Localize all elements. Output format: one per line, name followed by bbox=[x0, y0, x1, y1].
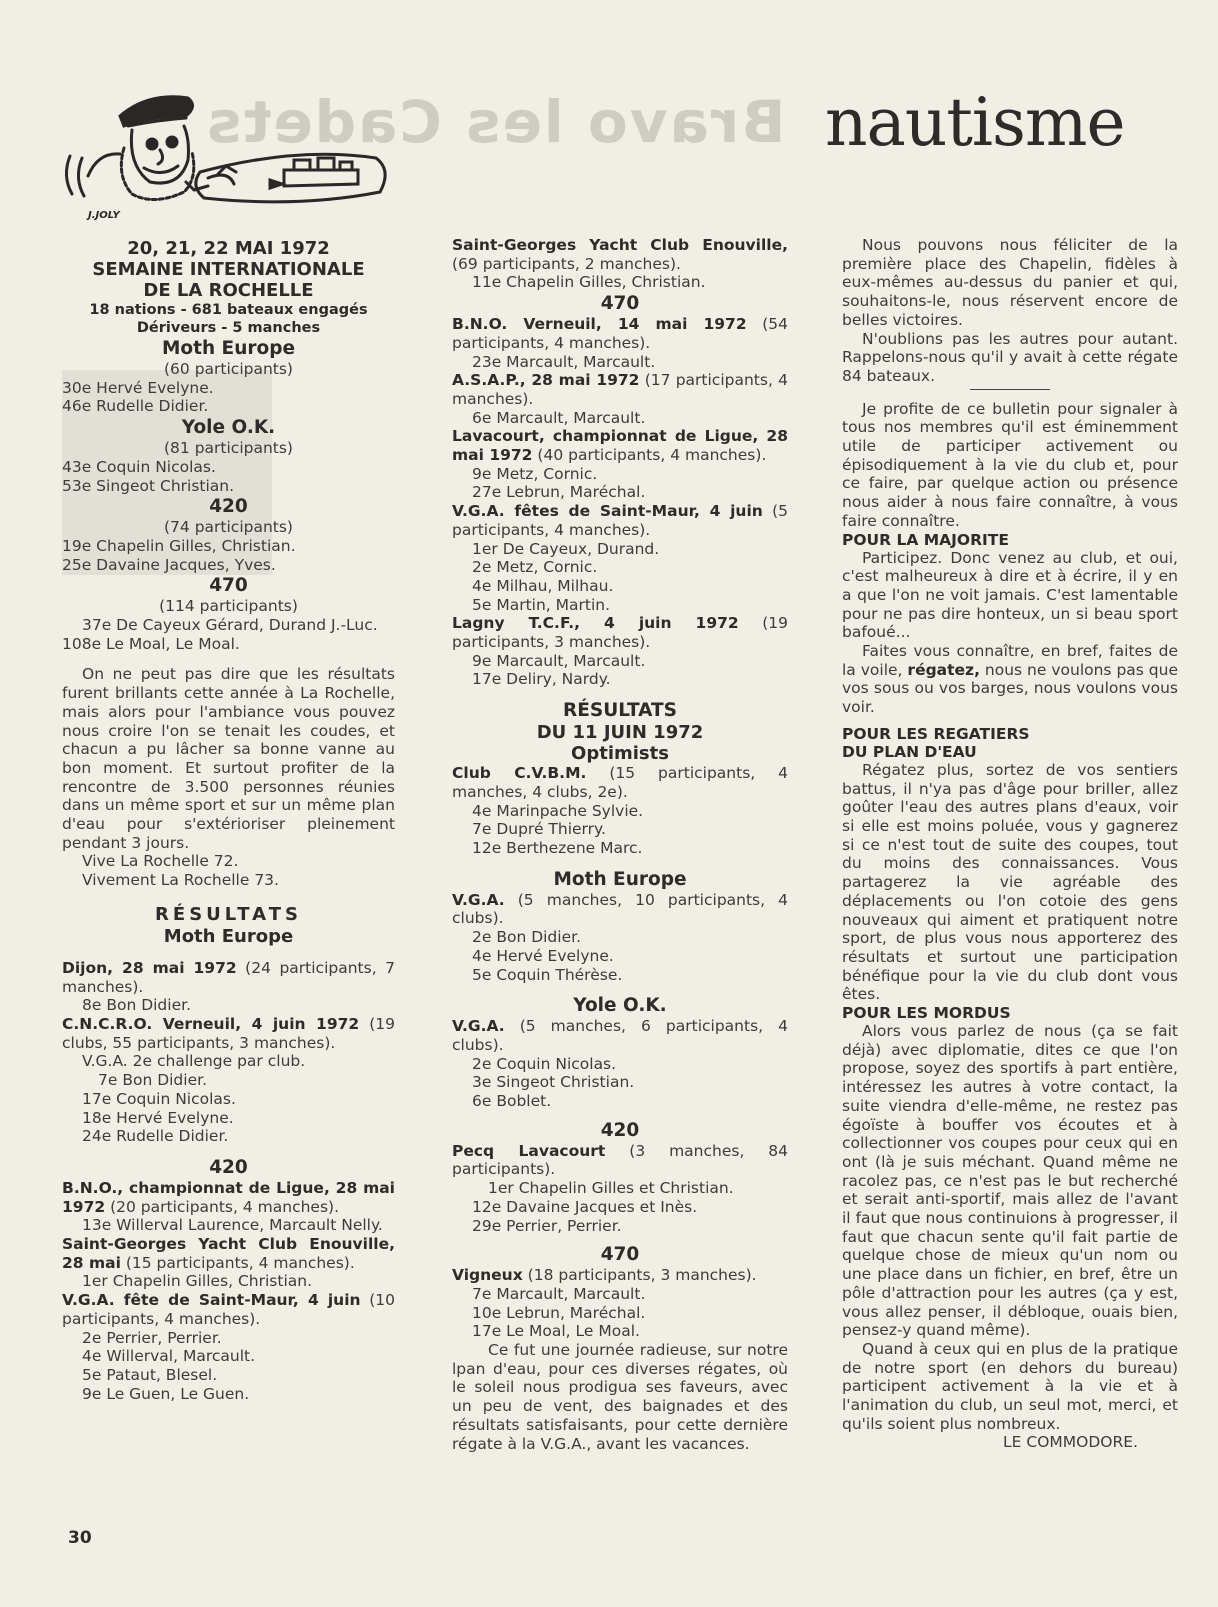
regatta-name: Club C.V.B.M. bbox=[452, 764, 587, 783]
class-heading: 470 bbox=[600, 293, 640, 315]
subheading: DU PLAN D'EAU bbox=[842, 742, 977, 761]
event-date: 20, 21, 22 MAI 1972 bbox=[127, 238, 330, 259]
result-line: 3e Singeot Christian. bbox=[472, 1073, 635, 1092]
class-heading: Moth Europe bbox=[553, 868, 687, 890]
event-stats-2: Dériveurs - 5 manches bbox=[136, 320, 321, 336]
regatta-entry: Saint-Georges Yacht Club Enouville, 28 mai (15 participants, 4 manches). bbox=[62, 1235, 395, 1272]
body-paragraph: N'oublions pas les autres pour autant. Rappelons-nous qu'il y avait à cette régate 84 bateaux. bbox=[842, 329, 1178, 385]
column-1 bbox=[62, 238, 395, 1403]
body-paragraph: Je profite de ce bulletin pour signaler à tous nos membres qu'il est éminemment utile de participer activement ou épisodiquement à la vie du club et, pour ce faire, par quelque action ou présence nous aider à nous faire connaître, à vous faire connaître. bbox=[842, 399, 1178, 530]
result-line: 108e Le Moal, Le Moal. bbox=[62, 634, 240, 653]
class-heading: Yole O.K. bbox=[181, 417, 276, 439]
result-line: 30e Hervé Evelyne. bbox=[62, 378, 214, 397]
body-paragraph: Quand à ceux qui en plus de la pratique de notre sport (en dehors du bureau) participent activement à la vie et à l'animation du club, un seul mot, merci, et qu'ils soient plus nombreux. bbox=[842, 1339, 1178, 1433]
result-line: 13e Willerval Laurence, Marcault Nelly. bbox=[82, 1216, 383, 1235]
separator-rule bbox=[970, 389, 1050, 390]
class-heading: 420 bbox=[209, 496, 248, 518]
body-paragraph: Participez. Donc venez au club, et oui, c'est malheureux à dire et à écrire, il y en a que l'on ne voit jamais. C'est lamentable pour ne pas dire honteux, un si beau sport bafoué... bbox=[842, 548, 1178, 642]
page-number: 30 bbox=[68, 1528, 92, 1548]
result-line: 1er De Cayeux, Durand. bbox=[472, 539, 660, 558]
event-title-1: SEMAINE INTERNATIONALE bbox=[92, 259, 365, 280]
regatta-name: C.N.C.R.O. Verneuil, 4 juin 1972 bbox=[62, 1014, 360, 1033]
class-heading: 470 bbox=[600, 1244, 640, 1266]
result-line: 17e Le Moal, Le Moal. bbox=[472, 1322, 640, 1341]
result-line: 23e Marcault, Marcault. bbox=[472, 352, 656, 371]
result-line: 12e Berthezene Marc. bbox=[472, 838, 643, 857]
result-line: 4e Marinpache Sylvie. bbox=[472, 801, 644, 820]
column-2: Saint-Georges Yacht Club Enouville, (69 participants, 2 manches). 11e Chapelin Gilles, Christian. 470 B.N.O. Verneuil, 14 mai 1972 (54 participants, 4 manches). 23e Marcault, Marcault. A.S.A.P., 28 mai 1972 (17 participants, 4 manches). 6e Marcault, Marcault. Lavacourt, championnat de Ligue, 28 mai 1972 (40 participants, 4 manches). 9e Metz, Cornic. 27e Lebrun, Maréchal. V.G.A. fêtes de Saint-Maur, 4 juin (5 participants, 4 manches). 1er De Cayeux, Durand. 2e Metz, Cornic. 4e Milhau, Milhau. 5e Martin, Martin. Lagny T.C.F., 4 juin 1972 (19 participants, 3 manches). 9e Marcault, Marcault. 17e Deliry, Nardy. RÉSULTATS DU 11 JUIN 1972 Optimists Club C.V.B.M. (15 participants, 4 manches, 4 clubs, 2e). 4e Marinpache Sylvie. 7e Dupré Thierry. 12e Berthezene Marc. Moth Europe V.G.A. (5 manches, 10 participants, 4 clubs). 2e Bon Didier. 4e Hervé Evelyne. 5e Coquin Thérèse. Yole O.K. V.G.A. (5 manches, 6 participants, 4 clubs). 2e Coquin Nicolas. 3e Singeot Christian. 6e Boblet. 420 Pecq Lavacourt (3 manches, 84 participants). 1er Chapelin Gilles et Christian. 12e Davaine Jacques et Inès. 29e Perrier, Perrier. 470 Vigneux (18 participants, 3 manches). 7e Marcault, Marcault. 10e Lebrun, Maréchal. 17e Le Moal, Le Moal. Ce fut une journée radieuse, sur notre lpan d'eau, pour ces diverses régates, où le soleil nous prodigua ses faveurs, avec un peu de vent, des baignades et des résultats satisfaisants, pour cette dernière régate à la V.G.A., avant les vacances. bbox=[452, 236, 788, 1453]
result-line: 9e Le Guen, Le Guen. bbox=[82, 1384, 250, 1403]
result-line: 2e Metz, Cornic. bbox=[472, 558, 598, 577]
regatta-name: V.G.A. fêtes de Saint-Maur, 4 juin bbox=[452, 502, 763, 521]
regatta-name: Pecq Lavacourt bbox=[452, 1141, 606, 1160]
result-line: 43e Coquin Nicolas. bbox=[62, 457, 216, 476]
result-line: 4e Hervé Evelyne. bbox=[472, 946, 614, 965]
regatta-name: Saint-Georges Yacht Club Enouville, bbox=[452, 236, 788, 254]
results-heading: RÉSULTATS bbox=[563, 700, 677, 722]
result-line: 25e Davaine Jacques, Yves. bbox=[62, 555, 276, 574]
regatta-entry: V.G.A. (5 manches, 6 participants, 4 clubs). bbox=[452, 1017, 788, 1054]
event-stats-1: 18 nations - 681 bateaux engagés bbox=[89, 302, 368, 318]
regatta-entry: Vigneux (18 participants, 3 manches). bbox=[452, 1266, 757, 1285]
class-heading: Moth Europe bbox=[163, 925, 294, 947]
event-title-2: DE LA ROCHELLE bbox=[143, 280, 314, 301]
result-line: 9e Metz, Cornic. bbox=[472, 464, 598, 483]
body-paragraph: Alors vous parlez de nous (ça se fait déjà) avec diplomatie, dites ce que l'on propose, soyez des sportifs à part entière, intéressez les autres à votre contact, la suite viendra d'elle-même, ne restez pas égoïste à bouffer vos écoutes et à collectionner vos coupes pour ceux qui en ont (là je suis méchant. Quand même ne racolez pas, ce n'est pas le but recherché et serait anti-sportif, mais allez de l'avant il faut que nous continuions à progresser, il faut que chacun sente qu'il fait partie de quelque chose de mieux qu'un nom ou une place dans un fichier, en bref, être un pôle d'attraction pour les autres (ça y est, vous allez penser, il débloque, ouais bien, pensez-y quand même). bbox=[842, 1022, 1178, 1340]
result-line: 29e Perrier, Perrier. bbox=[472, 1216, 622, 1235]
column-3 bbox=[842, 236, 1178, 1452]
regatta-entry: V.G.A. (5 manches, 10 participants, 4 clubs). bbox=[452, 890, 788, 928]
regatta-name: A.S.A.P., 28 mai 1972 bbox=[452, 371, 640, 390]
class-heading: Yole O.K. bbox=[573, 995, 667, 1017]
results-date: DU 11 JUIN 1972 bbox=[536, 722, 704, 744]
regatta-entry: Lagny T.C.F., 4 juin 1972 (19 participants, 3 manches). bbox=[452, 614, 788, 652]
regatta-name: Dijon, 28 mai 1972 bbox=[62, 958, 237, 977]
result-line: V.G.A. 2e challenge par club. bbox=[82, 1052, 306, 1071]
regatta-entry: Lavacourt, championnat de Ligue, 28 mai 1972 (40 participants, 4 manches). bbox=[452, 427, 788, 465]
result-line: 11e Chapelin Gilles, Christian. bbox=[472, 273, 706, 292]
result-line: 8e Bon Didier. bbox=[82, 996, 191, 1015]
signature: LE COMMODORE. bbox=[1003, 1433, 1138, 1452]
participants: (81 participants) bbox=[164, 439, 293, 458]
body-paragraph: Faites vous connaître, en bref, faites de la voile, régatez, nous ne voulons pas que vos sous ou vos barges, nous voulons vous voir. bbox=[842, 642, 1178, 717]
class-heading: 420 bbox=[600, 1119, 640, 1141]
subheading: POUR LES MORDUS bbox=[842, 1004, 1011, 1023]
result-line: 10e Lebrun, Maréchal. bbox=[472, 1303, 646, 1322]
regatta-entry: B.N.O. Verneuil, 14 mai 1972 (54 participants, 4 manches). bbox=[452, 315, 788, 352]
regatta-entry: V.G.A. fête de Saint-Maur, 4 juin (10 participants, 4 manches). bbox=[62, 1291, 395, 1328]
regatta-name: Lavacourt, championnat de Ligue, 28 mai 1972 bbox=[452, 427, 788, 465]
result-line: 46e Rudelle Didier. bbox=[62, 397, 209, 416]
subheading: POUR LES REGATIERS bbox=[842, 724, 1030, 743]
result-line: 4e Willerval, Marcault. bbox=[82, 1347, 256, 1366]
result-line: 19e Chapelin Gilles, Christian. bbox=[62, 536, 296, 555]
result-line: 53e Singeot Christian. bbox=[62, 476, 235, 495]
regatta-name: B.N.O., championnat de Ligue, 28 mai 1972 bbox=[62, 1178, 395, 1216]
result-line: 1er Chapelin Gilles, Christian. bbox=[82, 1272, 313, 1291]
class-heading: 420 bbox=[209, 1156, 248, 1178]
body-line: Vivement La Rochelle 73. bbox=[82, 871, 279, 890]
regatta-entry: C.N.C.R.O. Verneuil, 4 juin 1972 (19 clubs, 55 participants, 3 manches). bbox=[62, 1014, 396, 1052]
participants: (60 participants) bbox=[164, 360, 293, 378]
body-paragraph: On ne peut pas dire que les résultats furent brillants cette année à La Rochelle, mais alors pour l'ambiance vous pouvez nous croire l'on se tenait les coudes, et chacun a pu lâcher sa bonne vanne au bon moment. Et surtout profiter de la rencontre de 3.500 personnes réunies dans un même sport et sur un même plan d'eau pour s'extérioriser pleinement pendant 3 jours. bbox=[62, 665, 395, 852]
class-heading: Moth Europe bbox=[161, 338, 295, 359]
result-line: 27e Lebrun, Maréchal. bbox=[472, 483, 646, 502]
result-line: 17e Coquin Nicolas. bbox=[82, 1089, 236, 1108]
result-line: 1er Chapelin Gilles et Christian. bbox=[488, 1179, 734, 1198]
result-line: 5e Martin, Martin. bbox=[472, 595, 611, 614]
results-heading: RÉSULTATS bbox=[155, 903, 302, 925]
subheading: POUR LA MAJORITE bbox=[842, 530, 1009, 549]
section-title: nautisme bbox=[825, 84, 1125, 161]
bleed-through-bravo: Bravo les Cadets bbox=[205, 88, 786, 156]
regatta-entry: Pecq Lavacourt (3 manches, 84 participants). bbox=[452, 1141, 788, 1179]
body-line: Vive La Rochelle 72. bbox=[82, 852, 239, 871]
result-line: 5e Pataut, Blesel. bbox=[82, 1365, 218, 1384]
sailor-mascot-illustration bbox=[58, 86, 398, 226]
result-line: 6e Marcault, Marcault. bbox=[472, 408, 646, 427]
result-line: 7e Marcault, Marcault. bbox=[472, 1284, 646, 1303]
participants: (114 participants) bbox=[159, 597, 298, 616]
class-heading: Optimists bbox=[571, 743, 669, 765]
body-paragraph: Nous pouvons nous féliciter de la première place des Chapelin, fidèles à eux-mêmes au-dessus du panier et qui, souhaitons-le, nous réservent encore de belles victoires. bbox=[842, 236, 1178, 329]
result-line: 7e Dupré Thierry. bbox=[472, 820, 606, 839]
regatta-entry: Dijon, 28 mai 1972 (24 participants, 7 manches). bbox=[62, 958, 395, 996]
result-line: 24e Rudelle Didier. bbox=[82, 1127, 229, 1146]
regatta-name: V.G.A. bbox=[452, 890, 505, 909]
result-line: 7e Bon Didier. bbox=[98, 1071, 207, 1090]
result-line: 5e Coquin Thérèse. bbox=[472, 965, 623, 984]
body-paragraph: Régatez plus, sortez de vos sentiers battus, il n'ya pas d'âge pour briller, allez goûter l'eau des autres plans d'eaux, voir si elle est moins poluée, vous y gagnerez si ce n'est tout de suite des coupes, tout du moins des connaissances. Vous partagerez la vie agréable des déplacements ou l'on cotoie des gens nouveaux qui aiment et pratiquent notre sport, de plus vous nous apporterez des résultats et surtout une participation bénéfique pour la vie du club dont vous êtes. bbox=[842, 760, 1178, 1004]
body-paragraph: Ce fut une journée radieuse, sur notre lpan d'eau, pour ces diverses régates, où le soleil nous prodigua ses faveurs, avec un peu de vent, des baignades et des résultats satisfaisants, pour cette dernière régate à la V.G.A., avant les vacances. bbox=[452, 1341, 788, 1453]
result-line: 2e Coquin Nicolas. bbox=[472, 1054, 617, 1073]
illustrator-signature: J.JOLY bbox=[88, 210, 120, 221]
regatta-name: Lagny T.C.F., 4 juin 1972 bbox=[452, 614, 739, 633]
result-line: 4e Milhau, Milhau. bbox=[472, 576, 614, 595]
regatta-name: B.N.O. Verneuil, 14 mai 1972 bbox=[452, 315, 747, 334]
regatta-name: V.G.A. bbox=[452, 1017, 505, 1036]
result-line: 12e Davaine Jacques et Inès. bbox=[472, 1197, 698, 1216]
result-line: 37e De Cayeux Gérard, Durand J.-Luc. bbox=[82, 616, 378, 635]
class-heading: 470 bbox=[209, 575, 248, 597]
regatta-entry: V.G.A. fêtes de Saint-Maur, 4 juin (5 participants, 4 manches). bbox=[452, 502, 788, 539]
participants: (74 participants) bbox=[164, 518, 293, 537]
regatta-name: Saint-Georges Yacht Club Enouville, 28 mai bbox=[62, 1235, 395, 1272]
regatta-entry: A.S.A.P., 28 mai 1972 (17 participants, 4 manches). bbox=[452, 371, 788, 408]
regatta-name: V.G.A. fête de Saint-Maur, 4 juin bbox=[62, 1291, 361, 1310]
result-line: 2e Bon Didier. bbox=[472, 928, 581, 947]
result-line: 6e Boblet. bbox=[472, 1092, 552, 1111]
result-line: 17e Deliry, Nardy. bbox=[472, 670, 611, 689]
result-line: 9e Marcault, Marcault. bbox=[472, 651, 646, 670]
regatta-entry: Club C.V.B.M. (15 participants, 4 manches, 4 clubs, 2e). bbox=[452, 764, 788, 801]
result-line: 18e Hervé Evelyne. bbox=[82, 1108, 234, 1127]
regatta-entry: B.N.O., championnat de Ligue, 28 mai 1972 (20 participants, 4 manches). bbox=[62, 1178, 395, 1216]
result-line: 2e Perrier, Perrier. bbox=[82, 1328, 222, 1347]
regatta-name: Vigneux bbox=[452, 1266, 523, 1285]
